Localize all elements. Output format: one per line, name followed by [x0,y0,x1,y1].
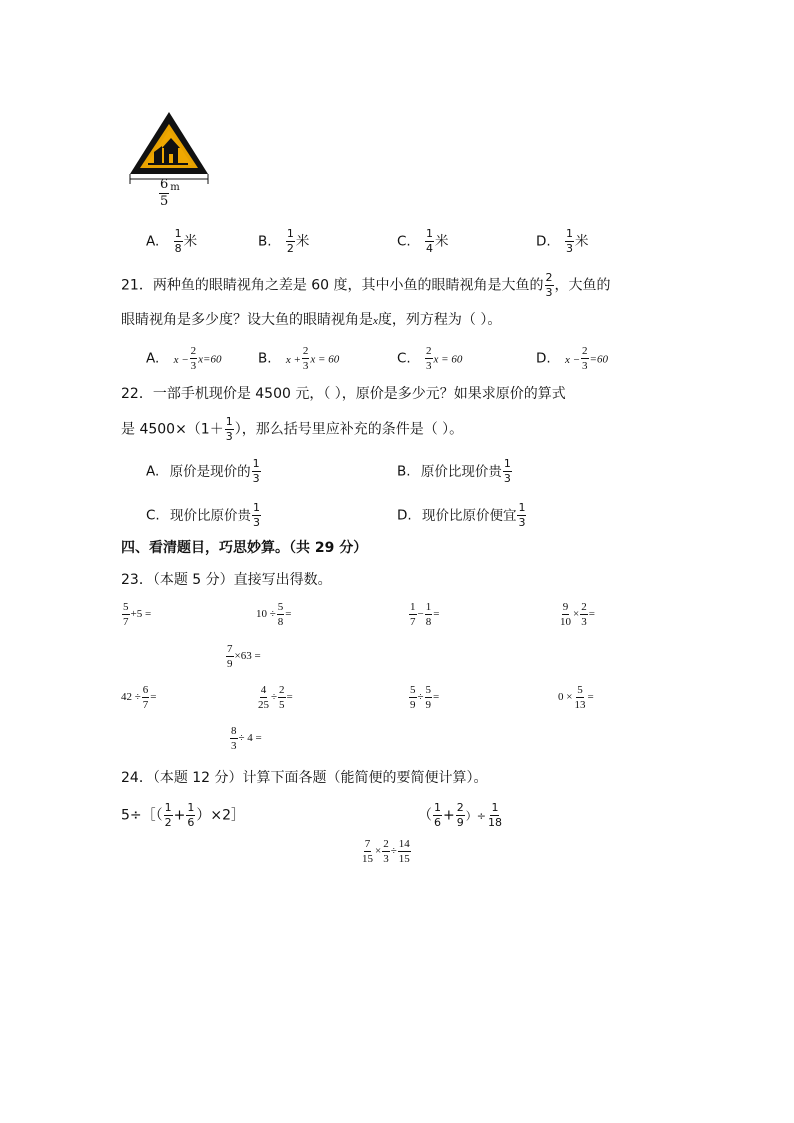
text-q21-var: x [373,315,378,327]
text-q21-line1_text: 21．两种鱼的眼睛视角之差是 60 度，其中小鱼的眼睛视角是大鱼的 [121,277,544,294]
text-q23-items-2-b_num: 1 [425,601,432,613]
text-q21-line2_a: 眼睛视角是多少度？设大鱼的眼睛视角是 [121,312,373,328]
text-q23-items-6-b_den: 5 [279,699,285,711]
fraction [226,643,234,670]
fraction [409,684,417,711]
fraction [398,838,411,865]
fraction [425,601,433,628]
text-q22-options-1-letter: B. [397,463,411,480]
fraction [409,601,417,628]
text-q23-items-7-a_num: 5 [410,684,416,696]
text-q23-items-2-a_den: 7 [410,616,416,628]
text-q23-items-3-tail: = [588,608,595,621]
q22-option-b[interactable] [397,458,513,485]
dimension-label [158,178,180,209]
text-q22-options-2-text: 现价比原价贵 [170,507,252,524]
text-q23-items-3-a_num: 9 [562,601,569,613]
fraction [278,684,286,711]
fraction [252,502,261,529]
text-q22-options-2-den: 3 [253,516,261,529]
q24-expression-2 [418,802,504,829]
fraction [286,228,295,255]
q21-line1 [121,272,611,299]
q23-item-2 [256,601,292,628]
text-q21-options-0-den: 3 [190,360,197,372]
text-q20_options-3-letter: D. [536,233,551,250]
text-q24-e1_n2: 1 [187,801,195,814]
text-q21-options-1-pre: x + [285,353,301,366]
text-figure-label_num: 6 [160,177,169,192]
text-q23-items-1-pre: 10 ÷ [256,608,276,621]
text-q24-e3_n2: 2 [383,838,389,850]
text-q20_options-3-unit: 米 [574,233,589,250]
q23-item-1 [121,601,151,628]
text-q22-options-2-num: 1 [253,501,261,514]
fraction [425,228,434,255]
text-q20_options-2-unit: 米 [435,233,449,250]
text-q23-items-3-b_num: 2 [581,601,587,613]
text-q24-e3_d3: 15 [398,853,410,865]
text-q24-e1_a: 5÷［（ [121,807,163,824]
text-q21-options-3-post: =60 [589,353,608,366]
fraction [190,345,198,372]
text-q21-frac_den: 3 [545,286,553,299]
text-q20_options-2-letter: C. [397,233,411,250]
q20-option-d[interactable] [536,228,588,255]
text-q23-items-0-a_num: 5 [123,601,129,613]
text-q23-items-7-op: ÷ [417,691,424,704]
fraction [456,802,465,829]
text-q24-e1_b: ）×2］ [196,807,246,824]
text-q23-items-6-a_num: 4 [260,684,267,696]
text-q21-options-2-den: 3 [426,360,432,372]
fraction [277,601,285,628]
fraction [573,684,586,711]
q23-item-5 [225,643,261,670]
text-q24-e3_op1: × [375,845,382,858]
q20-option-c[interactable] [397,228,449,255]
text-q21-options-3-den: 3 [582,360,588,372]
text-q24-e2_n3: 1 [491,801,499,814]
text-figure-label_den: 5 [160,194,169,209]
text-q23-items-2-a_num: 1 [410,601,416,613]
text-q23-items-7-a_den: 9 [410,699,416,711]
fraction [302,345,310,372]
fraction [257,684,270,711]
text-q23-items-7-b_num: 5 [425,684,432,696]
section4-title: 四、看清题目，巧思妙算。（共 29 分） [121,540,368,556]
fraction [252,458,261,485]
text-q20_options-3-num: 1 [565,227,573,240]
fraction [425,684,433,711]
fraction [225,416,234,443]
text-q20_options-1-unit: 米 [295,233,310,250]
text-q22-options-3-text: 现价比原价便宜 [421,507,517,524]
text-q22-options-0-text: 原价是现价的 [169,463,251,480]
warning-sign-figure [128,108,212,218]
text-q20_options-0-den: 8 [174,242,182,255]
text-q23-items-8-a_den: 13 [574,699,586,711]
text-q24-e1_plus: + [173,807,186,824]
q21-option-b[interactable] [258,345,339,372]
text-q23-items-0-op: +5 = [130,608,152,621]
q20-option-b[interactable] [258,228,309,255]
fraction [230,725,238,752]
q22-line2 [121,416,463,443]
q21-line2 [121,310,501,331]
text-q20_options-0-num: 1 [174,227,182,240]
q22-option-d[interactable] [397,502,527,529]
q23-item-10 [229,725,262,752]
q23-item-7 [256,684,293,711]
text-q23-items-9-a_num: 8 [231,725,237,737]
text-q23-items-0-a_den: 7 [123,616,129,628]
text-q22-options-0-letter: A. [146,463,160,480]
text-q23-items-8-pre: 0 × [558,691,573,704]
text-q23-items-2-b_den: 8 [425,616,432,628]
text-q24-e1_d1: 2 [164,816,172,829]
fraction [503,458,512,485]
q24-expression-3 [360,838,412,865]
text-q24-e3_n1: 7 [364,838,371,850]
text-q24-e2_plus: + [443,807,455,824]
text-q22-options-0-num: 1 [252,457,260,470]
text-q21-line1_tail: ，大鱼的 [554,277,611,294]
text-q20_options-3-den: 3 [565,242,573,255]
q21-option-a[interactable] [146,345,221,372]
text-q21-options-2-post: x = 60 [433,353,463,366]
text-q23-items-8-a_num: 5 [577,684,583,696]
q20-option-a[interactable] [146,228,197,255]
text-q20_options-0-letter: A. [146,233,160,250]
text-q23-items-3-a_den: 10 [560,616,571,628]
text-q23-items-6-b_num: 2 [279,684,285,696]
q22-option-a[interactable] [146,458,262,485]
text-q21-options-3-num: 2 [582,345,588,357]
text-q23-items-1-op: = [285,608,292,621]
text-q23-items-6-op: ÷ [271,691,278,704]
fraction [545,272,554,299]
text-q23-items-8-op: = [587,691,594,704]
text-q21-options-0-post: x=60 [198,353,222,366]
text-q24-e2_d3: 18 [487,816,502,829]
text-q23-items-9-a_den: 3 [231,740,237,752]
text-q21-options-3-pre: x − [564,353,581,366]
text-q22-options-3-num: 1 [518,501,526,514]
fraction [433,802,442,829]
text-q23-items-3-b_den: 3 [581,616,587,628]
text-q21-options-3-letter: D. [536,350,551,367]
text-q21-options-0-num: 2 [190,345,197,357]
text-q23-items-9-op: ÷ 4 = [238,732,262,745]
text-q22-options-1-text: 原价比现价贵 [420,463,502,480]
fraction [174,228,183,255]
fraction [142,684,150,711]
text-q22-options-3-letter: D. [397,507,412,524]
text-q23-items-4-a_num: 7 [227,643,233,655]
text-q24-e2_n2: 2 [456,801,464,814]
text-q21-options-2-num: 2 [426,345,432,357]
text-q24-e3_d1: 15 [362,853,373,865]
text-q22-line2_a: 是 4500×（1＋ [121,421,224,438]
text-q22-options-2-letter: C. [146,507,160,524]
text-q21-options-0-letter: A. [146,350,160,367]
text-q21-options-1-letter: B. [258,350,272,367]
text-q24-e3_n3: 14 [398,838,410,850]
text-q24-e2_d2: 9 [456,816,464,829]
text-q22-options-1-den: 3 [503,472,511,485]
fraction [559,601,572,628]
text-q20_options-1-num: 1 [286,227,294,240]
q22-line1: 22．一部手机现价是 4500 元，（ ），原价是多少元？如果求原价的算式 [121,386,566,402]
fraction [164,802,173,829]
text-q22-frac_num: 1 [225,415,233,428]
fraction [159,178,169,209]
text-q23-items-6-a_den: 25 [258,699,269,711]
text-q22-line2_b: ），那么括号里应补充的条件是（ ）。 [234,421,464,438]
text-q23-items-4-a_den: 9 [227,658,233,670]
text-q23-items-5-a_num: 6 [142,684,149,696]
text-q21-options-0-pre: x − [173,353,189,366]
text-q24-e1_n1: 1 [164,801,172,814]
fraction [122,601,130,628]
q23-title: 23．（本题 5 分）直接写出得数。 [121,572,332,588]
text-q23-items-2-tail: = [433,608,440,621]
text-q21-frac_num: 2 [545,271,553,284]
text-q24-e3_op2: ÷ [390,845,397,858]
text-q24-e1_d2: 6 [187,816,195,829]
text-q20_options-1-letter: B. [258,233,272,250]
text-q23-items-2-op: − [417,608,424,621]
q23-item-3 [408,601,439,628]
text-q24-e2_b: ）÷ [465,809,486,823]
q23-item-9 [558,684,594,711]
q24-title: 24．（本题 12 分）计算下面各题（能简便的要简便计算）。 [121,770,488,786]
text-q24-e2_d1: 6 [434,816,441,829]
text-q22-options-3-den: 3 [518,516,526,529]
text-q24-e2_n1: 1 [434,801,441,814]
text-q21-options-1-post: x = 60 [310,353,340,366]
text-q22-options-1-num: 1 [503,457,511,470]
q23-item-4 [558,601,595,628]
q24-expression-1 [121,802,245,829]
text-q24-e3_d2: 3 [383,853,389,865]
fraction [382,838,390,865]
text-q20_options-2-num: 1 [426,227,434,240]
text-figure-label_unit: m [170,182,180,193]
q21-option-c[interactable] [397,345,462,372]
q21-option-d[interactable] [536,345,608,372]
q23-item-8 [408,684,439,711]
text-q23-items-3-op: × [573,608,580,621]
text-q21-options-1-den: 3 [302,360,309,372]
text-q23-items-1-a_den: 8 [277,616,284,628]
text-q21-line2_b: 度，列方程为（ ）。 [377,312,502,328]
fraction [361,838,374,865]
fraction [565,228,574,255]
fraction [425,345,433,372]
text-q23-items-5-op: = [150,691,157,704]
text-q21-options-1-num: 2 [302,345,309,357]
text-q23-items-5-pre: 42 ÷ [121,691,141,704]
fraction [580,601,588,628]
fraction [581,345,589,372]
text-q24-e2_a: （ [418,807,432,824]
text-q20_options-1-den: 2 [286,242,294,255]
text-q23-items-5-a_den: 7 [142,699,149,711]
text-q22-frac_den: 3 [225,430,233,443]
q23-item-6 [121,684,157,711]
fraction [487,802,503,829]
q22-option-c[interactable] [146,502,262,529]
text-q21-options-2-letter: C. [397,350,411,367]
text-q23-items-6-tail: = [286,691,293,704]
text-q23-items-7-tail: = [433,691,440,704]
text-q22-options-0-den: 3 [252,472,260,485]
text-q23-items-4-op: ×63 = [234,650,261,663]
fraction [517,502,526,529]
text-q20_options-2-den: 4 [426,242,434,255]
fraction [186,802,195,829]
text-q23-items-7-b_den: 9 [425,699,432,711]
text-q23-items-1-a_num: 5 [277,601,284,613]
text-q20_options-0-unit: 米 [183,233,198,250]
